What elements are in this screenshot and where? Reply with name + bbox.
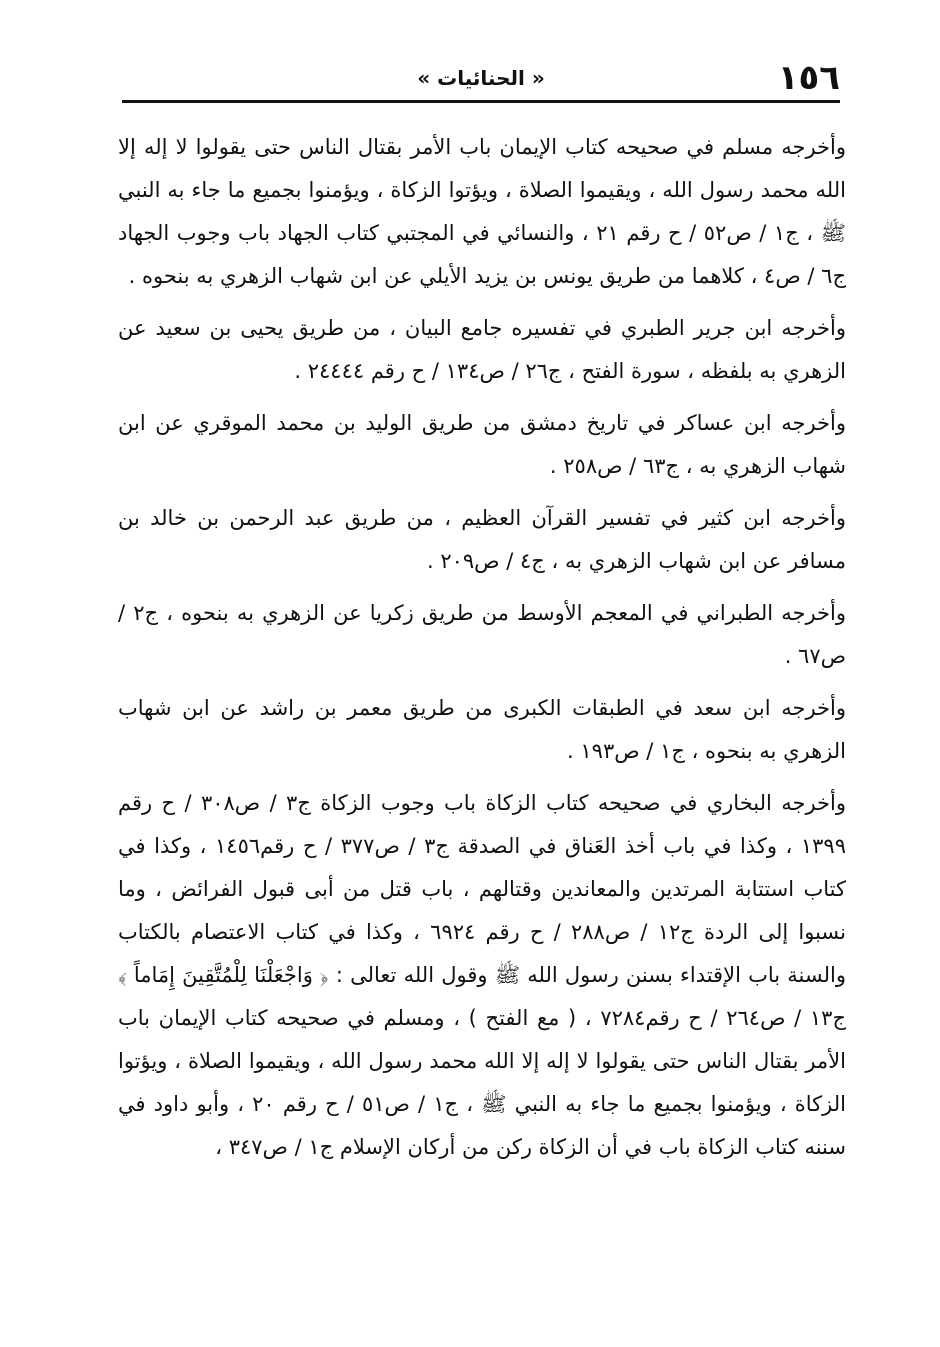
main-text <box>118 126 846 1178</box>
page-number: ١٥٦ <box>777 58 840 98</box>
running-title: « الحنائيات » <box>417 66 545 90</box>
header-divider <box>122 100 840 103</box>
paragraph-3: وأخرجه ابن عساكر في تاريخ دمشق من طريق الوليد بن محمد الموقري عن ابن شهاب الزهري به ، ج٦٣ / ص٢٥٨ . <box>118 411 846 478</box>
paragraph-2: وأخرجه ابن جرير الطبري في تفسيره جامع البيان ، من طريق يحيى بن سعيد عن الزهري به بلفظه ، سورة الفتح ، ج٢٦ / ص١٣٤ / ح رقم ٢٤٤٤٤ . <box>118 316 846 383</box>
paragraph-6: وأخرجه ابن سعد في الطبقات الكبرى من طريق معمر بن راشد عن ابن شهاب الزهري به بنحوه ، ج١ / ص١٩٣ . <box>118 696 846 763</box>
paragraph-5: وأخرجه الطبراني في المعجم الأوسط من طريق زكريا عن الزهري به بنحوه ، ج٢ / ص٦٧ . <box>118 601 846 668</box>
paragraph-7: وأخرجه البخاري في صحيحه كتاب الزكاة باب وجوب الزكاة ج٣ / ص٣٠٨ / ح رقم ١٣٩٩ ، وكذا في باب أخذ العَناق في الصدقة ج٣ / ص٣٧٧ / ح رقم١٤٥٦ ، وكذا في كتاب استتابة المرتدين والمعاندين وقتالهم ، باب قتل من أبى قبول الفرائض ، وما نسبوا إلى الردة ج١٢ / ص٢٨٨ / ح رقم ٦٩٢٤ ، وكذا في كتاب الاعتصام بالكتاب والسنة باب الإقتداء بسنن رسول الله ﷺ وقول الله تعالى : ﴿ وَاجْعَلْنَا لِلْمُتَّقِينَ إِمَاماً ﴾ ج١٣ / ص٢٦٤ / ح رقم٧٢٨٤ ، ( مع الفتح ) ، ومسلم في صحيحه كتاب الإيمان باب الأمر بقتال الناس حتى يقولوا لا إله إلا الله محمد رسول الله ، ويقيموا الصلاة ، ويؤتوا الزكاة ، ويؤمنوا بجميع ما جاء به النبي ﷺ ، ج١ / ص٥١ / ح رقم ٢٠ ، وأبو داود في سننه كتاب الزكاة باب في أن الزكاة ركن من أركان الإسلام ج١ / ص٣٤٧ ، <box>118 791 847 1159</box>
paragraph-4: وأخرجه ابن كثير في تفسير القرآن العظيم ، من طريق عبد الرحمن بن خالد بن مسافر عن ابن شهاب الزهري به ، ج٤ / ص٢٠٩ . <box>118 506 846 573</box>
paragraph-1: وأخرجه مسلم في صحيحه كتاب الإيمان باب الأمر بقتال الناس حتى يقولوا لا إله إلا الله محمد رسول الله ، ويقيموا الصلاة ، ويؤتوا الزكاة ، ويؤمنوا بجميع ما جاء به النبي ﷺ ، ج١ / ص٥٢ / ح رقم ٢١ ، والنسائي في المجتبي كتاب الجهاد باب وجوب الجهاد ج٦ / ص٤ ، كلاهما من طريق يونس بن يزيد الأيلي عن ابن شهاب الزهري به بنحوه . <box>118 135 846 288</box>
page-header <box>122 58 840 100</box>
